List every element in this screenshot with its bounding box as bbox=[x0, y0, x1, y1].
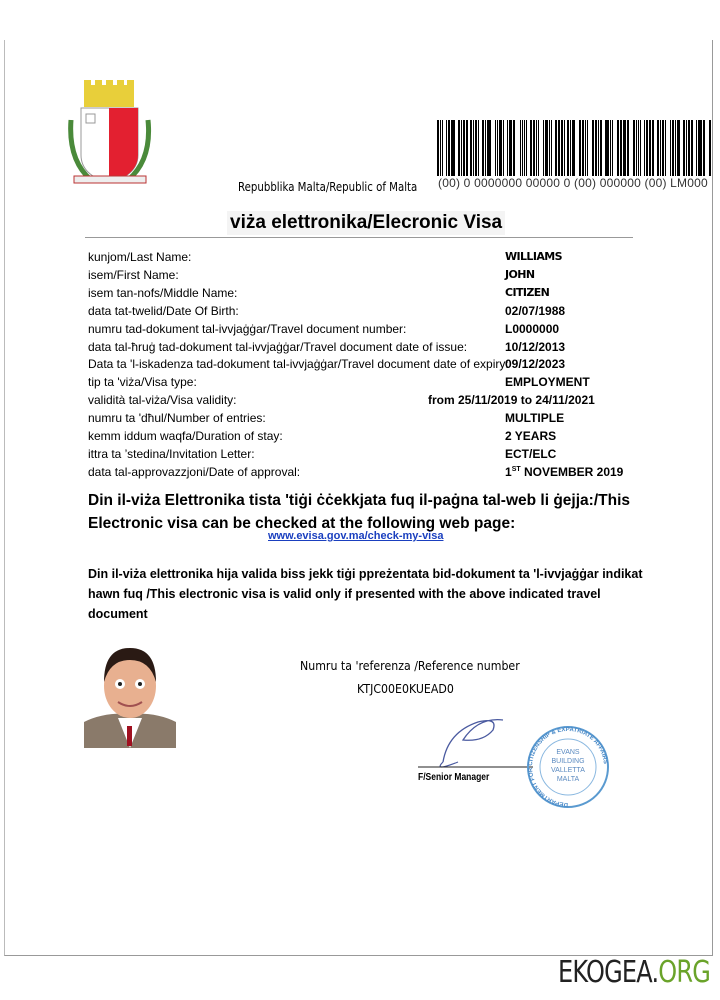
field-value: CITIZEN bbox=[505, 285, 550, 299]
field-label: data tal-approvazzjoni/Date of approval: bbox=[88, 464, 301, 479]
field-value: 02/07/1988 bbox=[505, 303, 566, 318]
watermark-part1: EKOGEA. bbox=[557, 955, 659, 990]
value-prefix: 1 bbox=[505, 464, 512, 479]
field-value: EMPLOYMENT bbox=[505, 375, 590, 390]
country-label: Repubblika Malta/Republic of Malta bbox=[238, 180, 418, 194]
validity-notice: Din il-viża elettronika hija valida biss jekk tiġi ppreżentata bid-dokument ta 'l-ivvjaġġar indikat hawn fuq /This electronic visa is valid only if presented with the above indicated travel document bbox=[88, 567, 643, 621]
field-label: tip ta 'viża/Visa type: bbox=[88, 375, 197, 390]
field-value: 10/12/2013 bbox=[505, 339, 566, 354]
divider bbox=[85, 237, 633, 238]
field-value: from 25/11/2019 to 24/11/2021 bbox=[428, 393, 595, 408]
field-label: kunjom/Last Name: bbox=[88, 250, 192, 264]
field-row bbox=[88, 393, 628, 411]
field-value bbox=[505, 465, 623, 479]
watermark bbox=[558, 955, 710, 990]
field-value: 09/12/2023 bbox=[505, 357, 566, 372]
stamp-center-text: BUILDING bbox=[551, 758, 585, 765]
field-row bbox=[88, 375, 628, 393]
field-row bbox=[88, 357, 628, 375]
field-label: numru tad-dokument tal-ivvjaġġar/Travel document number: bbox=[88, 321, 407, 336]
field-value: ECT/ELC bbox=[505, 446, 557, 461]
stamp-ring-text: DEPARTMENT FOR CITIZENSHIP & EXPATRIATE AFFAIRS bbox=[528, 726, 608, 808]
field-label: isem tan-nofs/Middle Name: bbox=[88, 285, 238, 300]
field-value: WILLIAMS bbox=[505, 250, 562, 263]
stamp-center-text: MALTA bbox=[556, 776, 580, 783]
field-row bbox=[88, 340, 628, 358]
field-row bbox=[88, 465, 628, 483]
document-title: viża elettronika/Elecronic Visa bbox=[227, 211, 505, 235]
field-row bbox=[88, 447, 628, 465]
field-label: isem/First Name: bbox=[88, 267, 179, 282]
field-label: data tal-ħruġ tad-dokument tal-ivvjaġġar/Travel document date of issue: bbox=[88, 339, 468, 354]
value-text: NOVEMBER 2019 bbox=[520, 464, 624, 479]
stamp-center-text: EVANS bbox=[556, 749, 580, 756]
field-label: kemm iddum waqfa/Duration of stay: bbox=[88, 429, 283, 443]
field-label: data tat-twelid/Date Of Birth: bbox=[88, 303, 239, 318]
signatory-role: F/Senior Manager bbox=[418, 772, 490, 783]
field-row bbox=[88, 250, 628, 268]
field-row bbox=[88, 429, 628, 447]
field-row bbox=[88, 286, 628, 304]
field-label: numru ta 'dħul/Number of entries: bbox=[88, 411, 266, 426]
field-row bbox=[88, 268, 628, 286]
malta-coat-of-arms-icon bbox=[66, 80, 156, 190]
barcode bbox=[437, 120, 712, 176]
field-row bbox=[88, 304, 628, 322]
holder-photo bbox=[84, 642, 176, 748]
watermark-part2: ORG bbox=[658, 955, 710, 990]
field-value: L0000000 bbox=[505, 321, 560, 336]
value-sup: ST bbox=[511, 465, 521, 473]
reference-label: Numru ta 'referenza /Reference number bbox=[300, 658, 520, 673]
field-row bbox=[88, 411, 628, 429]
field-value: JOHN bbox=[505, 267, 535, 281]
stamp-center-text: VALLETTA bbox=[551, 767, 585, 774]
check-notice: Din il-viża Elettronika tista 'tiġi ċċekkjata fuq il-paġna tal-web li ġejja:/This Electronic visa can be checked at the following web page: bbox=[88, 492, 630, 532]
signature-and-stamp bbox=[418, 712, 618, 822]
field-value: MULTIPLE bbox=[505, 411, 565, 426]
reference-number: KTJC00E0KUEAD0 bbox=[357, 681, 454, 696]
field-row bbox=[88, 322, 628, 340]
check-visa-link[interactable]: www.evisa.gov.ma/check-my-visa bbox=[268, 530, 444, 542]
field-label: ittra ta ’stedina/Invitation Letter: bbox=[88, 446, 255, 461]
field-label: Data ta 'l-iskadenza tad-dokument tal-ivvjaġġar/Travel document date of expiry: bbox=[88, 357, 509, 372]
field-label: validità tal-viża/Visa validity: bbox=[88, 393, 237, 408]
barcode-text: (00) 0 0000000 00000 0 (00) 000000 (00) LM000 bbox=[438, 176, 708, 190]
field-value: 2 YEARS bbox=[505, 429, 557, 443]
